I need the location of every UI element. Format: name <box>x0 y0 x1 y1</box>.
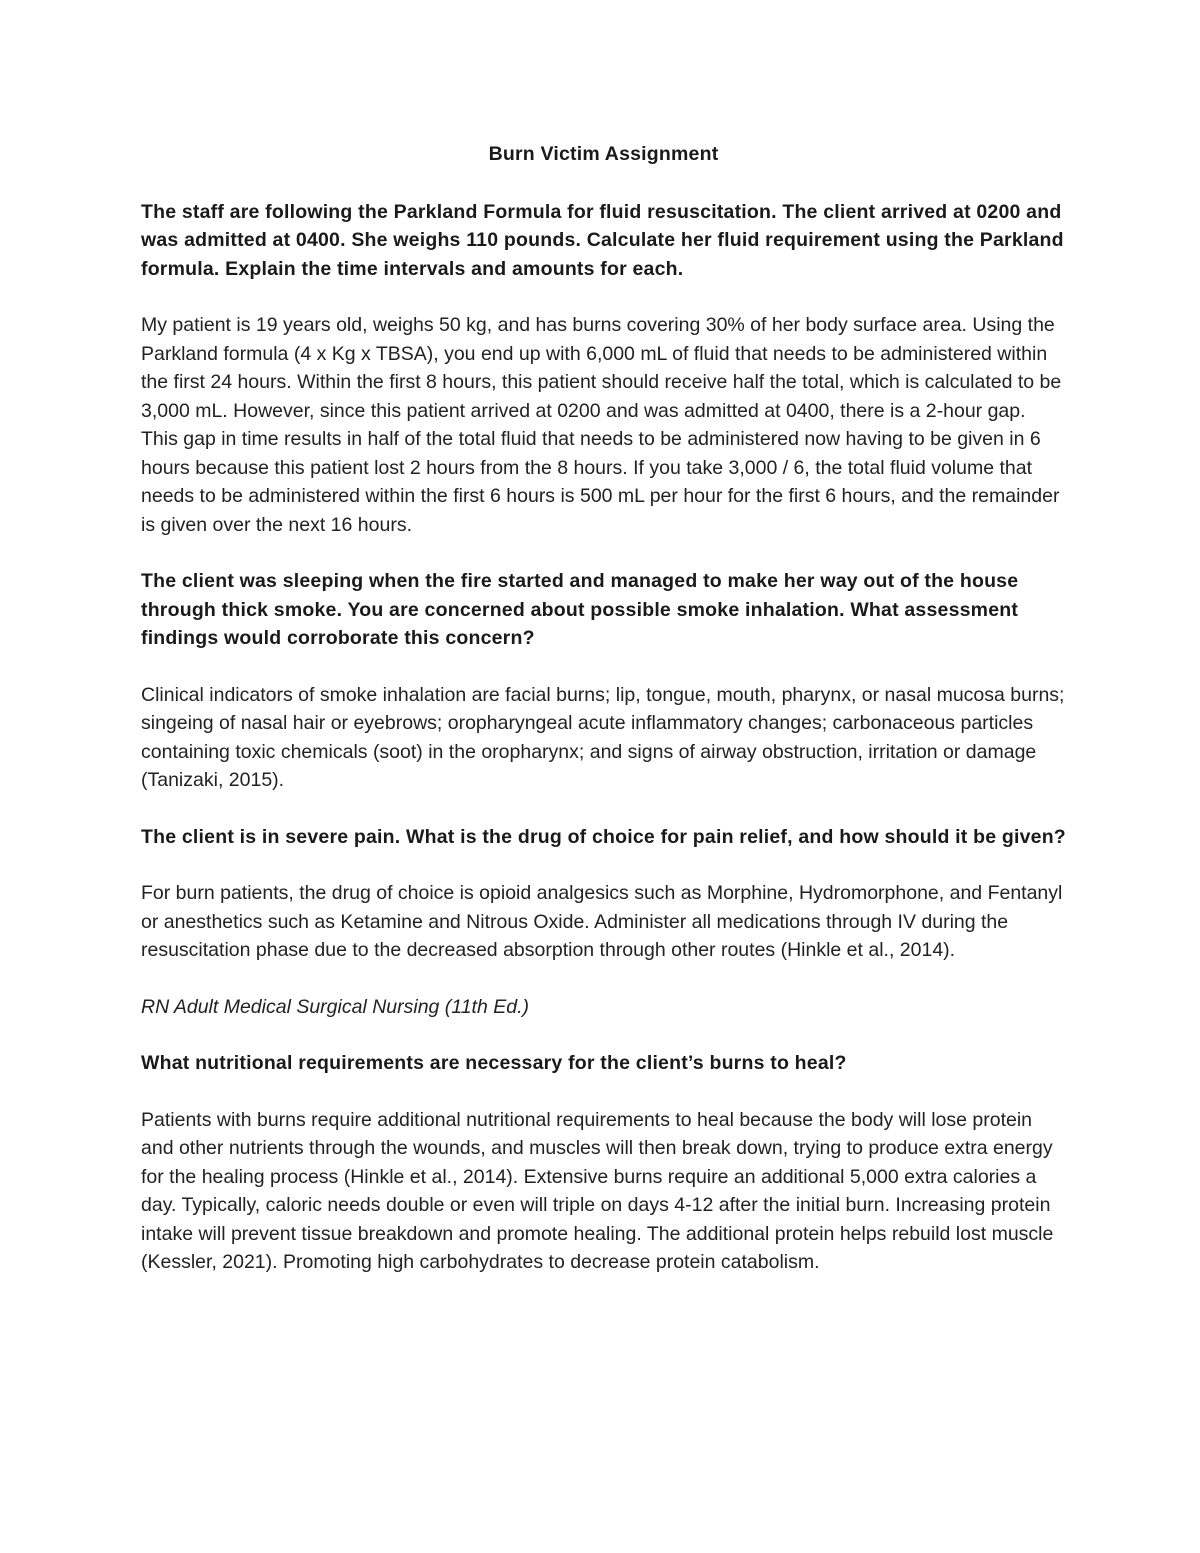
document-page <box>141 140 1066 1305</box>
question-fluid-resuscitation: The staff are following the Parkland Formula for fluid resuscitation. The client arrived at 0200 and was admitted at 0400. She weighs 110 pounds. Calculate her fluid requirement using the Parkland formula. Explain the time intervals and amounts for each. <box>141 200 1064 280</box>
answer-pain-relief: For burn patients, the drug of choice is opioid analgesics such as Morphine, Hydromorphone, and Fentanyl or anesthetics such as Ketamine and Nitrous Oxide. Administer all medications through IV during the resuscitation phase due to the decreased absorption through other routes (Hinkle et al., 2014). <box>141 882 1063 961</box>
question-pain-relief: The client is in severe pain. What is the drug of choice for pain relief, and how should it be given? <box>141 825 1066 848</box>
question-nutrition: What nutritional requirements are necessary for the client’s burns to heal? <box>141 1052 847 1074</box>
question-smoke-inhalation: The client was sleeping when the fire started and managed to make her way out of the house through thick smoke. You are concerned about possible smoke inhalation. What assessment findings would corroborate this concern? <box>141 570 1019 649</box>
answer-smoke-inhalation: Clinical indicators of smoke inhalation are facial burns; lip, tongue, mouth, pharynx, or nasal mucosa burns; singeing of nasal hair or eyebrows; oropharyngeal acute inflammatory changes; carbonaceous particles containing toxic chemicals (soot) in the oropharynx; and signs of airway obstruction, irritation or damage (Tanizaki, 2015). <box>141 683 1065 791</box>
answer-nutrition: Patients with burns require additional nutritional requirements to heal because the body will lose protein and other nutrients through the wounds, and muscles will then break down, trying to produce extra energy for the healing process (Hinkle et al., 2014). Extensive burns require an additional 5,000 extra calories a day. Typically, caloric needs double or even will triple on days 4-12 after the initial burn. Increasing protein intake will prevent tissue breakdown and promote healing. The additional protein helps rebuild lost muscle (Kessler, 2021). Promoting high carbohydrates to decrease protein catabolism. <box>141 1108 1054 1273</box>
citation-reference: RN Adult Medical Surgical Nursing (11th Ed.) <box>141 995 529 1018</box>
document-title: Burn Victim Assignment <box>488 143 719 165</box>
answer-fluid-resuscitation: My patient is 19 years old, weighs 50 kg, and has burns covering 30% of her body surface area. Using the Parkland formula (4 x Kg x TBSA), you end up with 6,000 mL of fluid that needs to be administered within the first 24 hours. Within the first 8 hours, this patient should receive half the total, which is calculated to be 3,000 mL. However, since this patient arrived at 0200 and was admitted at 0400, there is a 2-hour gap. This gap in time results in half of the total fluid that needs to be administered now having to be given in 6 hours because this patient lost 2 hours from the 8 hours. If you take 3,000 / 6, the total fluid volume that needs to be administered within the first 6 hours is 500 mL per hour for the first 6 hours, and the remainder is given over the next 16 hours. <box>141 314 1062 536</box>
